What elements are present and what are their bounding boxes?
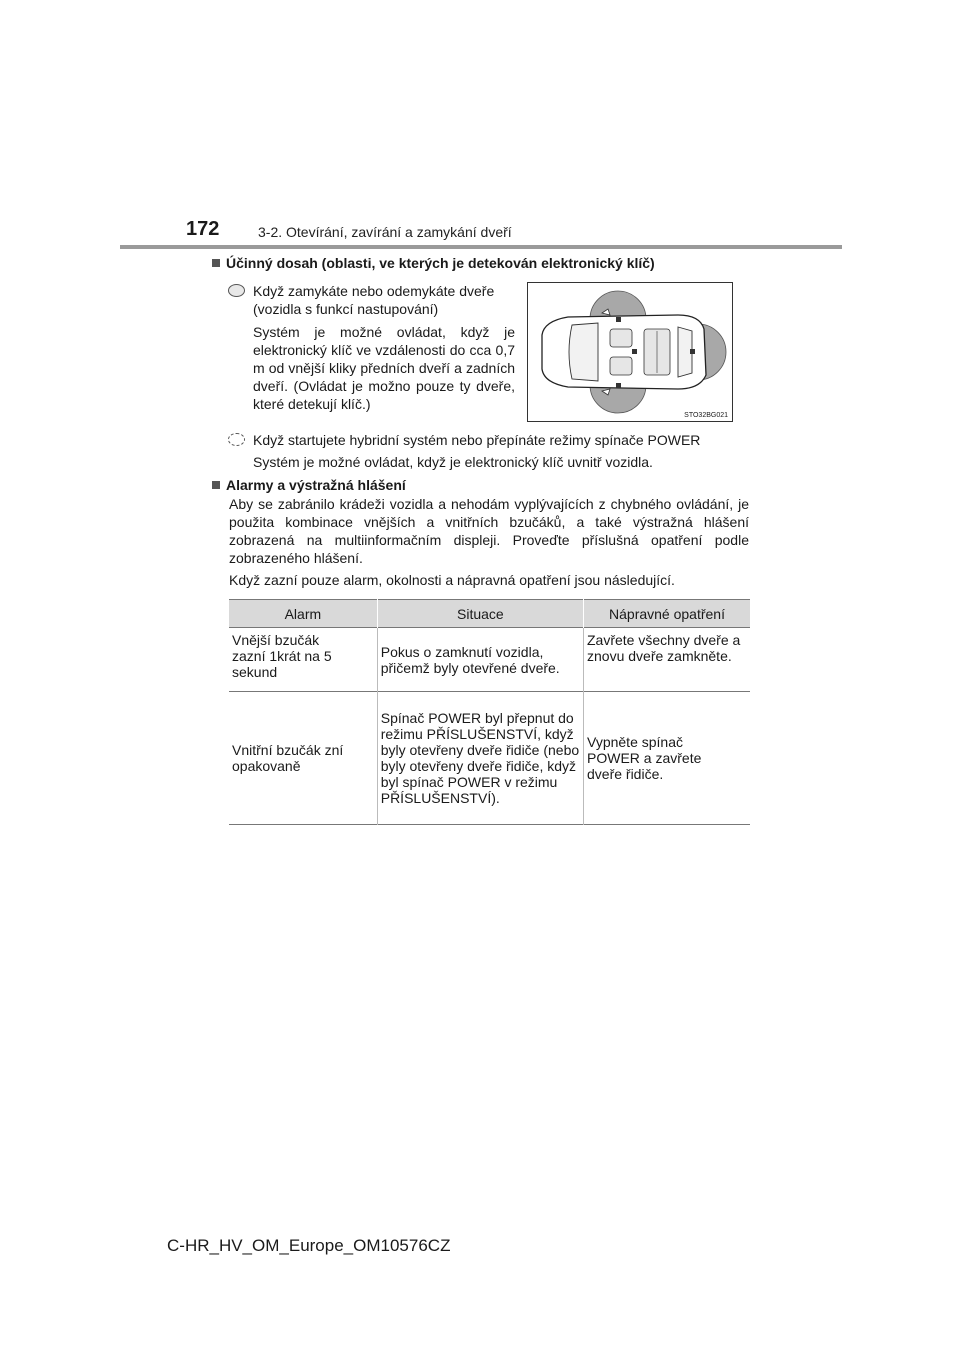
item2-body: Systém je možné ovládat, když je elektronický klíč uvnitř vozidla. bbox=[253, 454, 653, 470]
column-header-situation: Situace bbox=[377, 600, 583, 628]
rear-window-shape bbox=[678, 327, 692, 377]
antenna-center-icon bbox=[632, 349, 637, 354]
item1-title bbox=[253, 282, 515, 318]
table-cell bbox=[584, 692, 751, 825]
page-number: 172 bbox=[186, 218, 220, 240]
alarm-table bbox=[229, 599, 750, 825]
item2-title: Když startujete hybridní systém nebo přepínáte režimy spínače POWER bbox=[253, 432, 701, 448]
range-heading-text: Účinný dosah (oblasti, ve kterých je detekován elektronický klíč) bbox=[226, 255, 655, 271]
table-header-row bbox=[229, 600, 750, 628]
front-right-seat-shape bbox=[610, 357, 632, 375]
cell-text: Vypněte spínač POWER a zavřete dveře řidiče. bbox=[587, 734, 702, 782]
table-cell: Pokus o zamknutí vozidla, přičemž byly otevřené dveře. bbox=[377, 628, 583, 692]
section-title: 3-2. Otevírání, zavírání a zamykání dveří bbox=[258, 224, 512, 240]
item1-title-line1: Když zamykáte nebo odemykáte dveře bbox=[253, 283, 495, 299]
alarms-intro: Aby se zabránilo krádeži vozidla a nehodám vyplývajících z chybného ovládání, je použita kombinace vnějších a vnitřních bzučáků, a také výstražná hlášení zobrazená na multiinformačním displeji. Proveďte příslušná opatření podle zobrazeného hlášení. bbox=[229, 496, 749, 566]
square-bullet-icon bbox=[212, 481, 220, 489]
antenna-rear-icon bbox=[690, 349, 695, 354]
item1-title-line2: (vozidla s funkcí nastupování) bbox=[253, 301, 439, 317]
cell-text: Vnitřní bzučák zní opakovaně bbox=[232, 742, 344, 774]
antenna-front-right-icon bbox=[616, 383, 621, 388]
dashed-oval-bullet-icon bbox=[228, 433, 245, 446]
windshield-shape bbox=[569, 323, 598, 381]
item1-body: Systém je možné ovládat, když je elektronický klíč ve vzdálenosti do cca 0,7 m od vnější kliky předních dveří a zadních dveří. (Ovládat je možno pouze ty dveře, které detekují klíč.) bbox=[253, 324, 515, 412]
range-heading bbox=[212, 254, 772, 272]
table-row bbox=[229, 628, 750, 692]
alarms-heading-text: Alarmy a výstražná hlášení bbox=[226, 477, 406, 493]
car-top-view-illustration bbox=[528, 283, 732, 421]
alarms-heading bbox=[212, 476, 712, 494]
table-cell: Spínač POWER byl přepnut do režimu PŘÍSLUŠENSTVÍ, když byly otevřeny dveře řidiče (nebo byly otevřeny dveře řidiče, když byl spínač POWER v režimu PŘÍSLUŠENSTVÍ). bbox=[377, 692, 583, 825]
cell-text: Vnější bzučák zazní 1krát na 5 sekund bbox=[232, 632, 332, 680]
effective-range-diagram bbox=[527, 282, 733, 422]
table-cell bbox=[229, 628, 377, 692]
table-row bbox=[229, 692, 750, 825]
column-header-alarm: Alarm bbox=[229, 600, 377, 628]
document-code: C-HR_HV_OM_Europe_OM10576CZ bbox=[167, 1236, 451, 1255]
header-divider bbox=[120, 245, 842, 249]
front-left-seat-shape bbox=[610, 329, 632, 347]
column-header-remedy: Nápravné opatření bbox=[584, 600, 751, 628]
table-cell bbox=[229, 692, 377, 825]
alarms-intro2: Když zazní pouze alarm, okolnosti a nápravná opatření jsou následující. bbox=[229, 572, 675, 588]
antenna-front-left-icon bbox=[616, 317, 621, 322]
table-cell bbox=[584, 628, 751, 692]
cell-text: Zavřete všechny dveře a znovu dveře zamkněte. bbox=[587, 632, 741, 664]
diagram-label: STO32BG021 bbox=[684, 412, 728, 419]
square-bullet-icon bbox=[212, 259, 220, 267]
grey-oval-bullet-icon bbox=[228, 284, 245, 297]
